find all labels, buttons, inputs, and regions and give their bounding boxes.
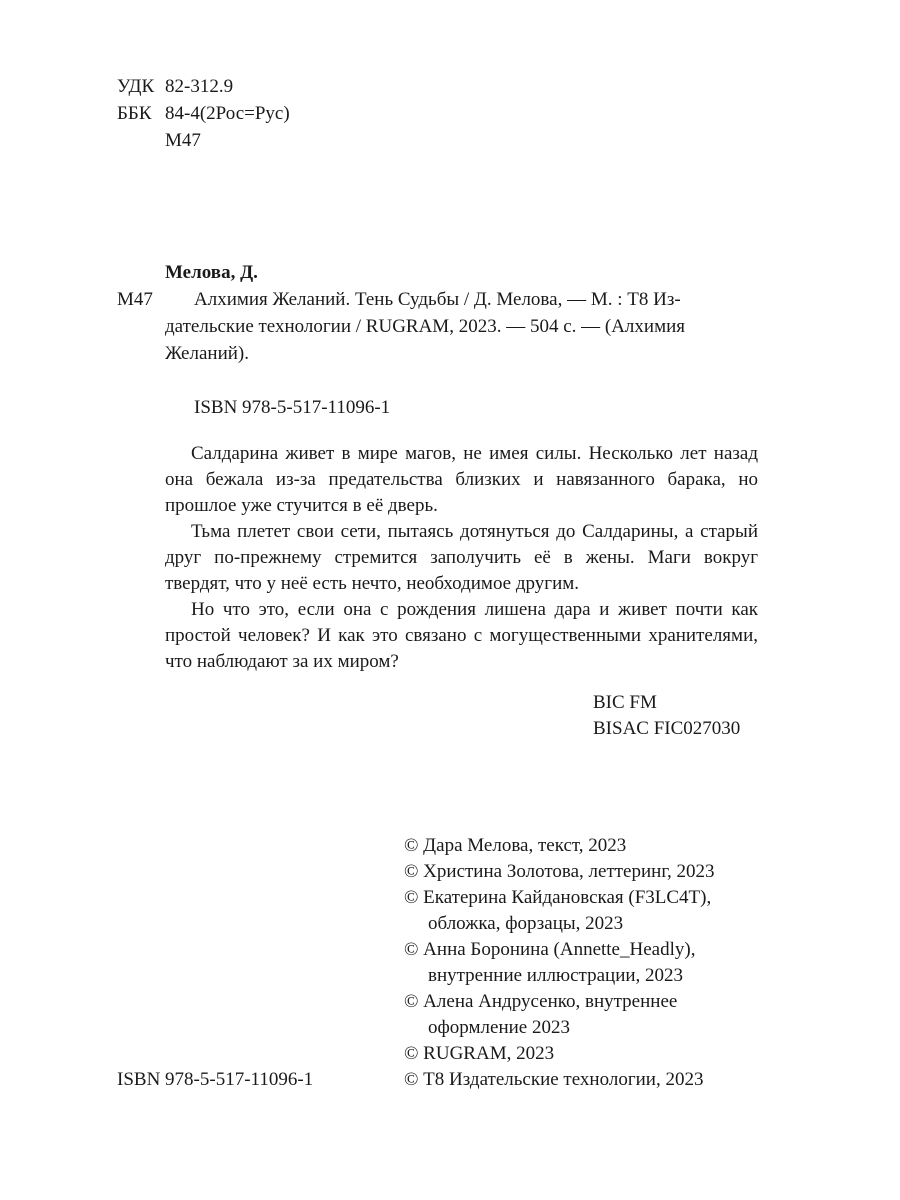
record-isbn: ISBN 978-5-517-11096-1 bbox=[194, 397, 391, 418]
footer-isbn: ISBN 978-5-517-11096-1 bbox=[117, 1069, 314, 1090]
udk-value: 82-312.9 bbox=[165, 76, 234, 97]
copyright-line: © RUGRAM, 2023 bbox=[404, 1043, 555, 1064]
udk-label: УДК bbox=[117, 76, 155, 97]
record-line-2 bbox=[165, 314, 758, 340]
copyright-line-cont: внутренние иллюстрации, 2023 bbox=[428, 965, 684, 986]
record-line-1 bbox=[194, 287, 758, 313]
copyright-line-cont: оформление 2023 bbox=[428, 1017, 570, 1038]
copyright-line: © Христина Золотова, леттеринг, 2023 bbox=[404, 861, 715, 882]
bbk-label: ББК bbox=[117, 103, 152, 124]
copyright-list bbox=[404, 833, 714, 1093]
copyright-line: © Анна Боронина (Annette_Headly), bbox=[404, 939, 696, 960]
annotation-paragraph: Но что это, если она с рождения лишена дара и живет почти как простой человек? И как это связано с могущественными хранителями, что наблюдают за их миром? bbox=[165, 599, 758, 672]
annotation-paragraph: Салдарина живет в мире магов, не имея силы. Несколько лет назад она бежала из-за предательства близких и навязанного барака, но прошлое уже стучится в её дверь. bbox=[165, 443, 758, 516]
copyright-line: © Т8 Издательские технологии, 2023 bbox=[404, 1069, 704, 1090]
author-name: Мелова, Д. bbox=[165, 262, 258, 283]
bic-code: BIC FM bbox=[593, 692, 657, 713]
record-line-2-text: дательские технологии / RUGRAM, 2023. — 504 с. — (Алхимия bbox=[165, 316, 686, 337]
record-line-1-text: Алхимия Желаний. Тень Судьбы / Д. Мелова, — М. : Т8 Из- bbox=[194, 289, 681, 310]
author-mark: М47 bbox=[165, 130, 201, 151]
record-mark: М47 bbox=[117, 289, 153, 310]
copyright-line: © Алена Андрусенко, внутреннее bbox=[404, 991, 678, 1012]
bisac-code: BISAC FIC027030 bbox=[593, 718, 741, 739]
annotation bbox=[165, 441, 758, 675]
copyright-line-cont: обложка, форзацы, 2023 bbox=[428, 913, 624, 934]
copyright-line: © Екатерина Кайдановская (F3LC4T), bbox=[404, 887, 712, 908]
bbk-value: 84-4(2Рос=Рус) bbox=[165, 103, 290, 124]
record-line-3 bbox=[165, 341, 249, 367]
record-line-3-text: Желаний). bbox=[165, 343, 249, 364]
copyright-line: © Дара Мелова, текст, 2023 bbox=[404, 835, 627, 856]
annotation-paragraph: Тьма плетет свои сети, пытаясь дотянуться до Салдарины, а старый друг по-прежнему стремится заполучить её в жены. Маги вокруг твердят, что у неё есть нечто, необходимое другим. bbox=[165, 521, 758, 594]
